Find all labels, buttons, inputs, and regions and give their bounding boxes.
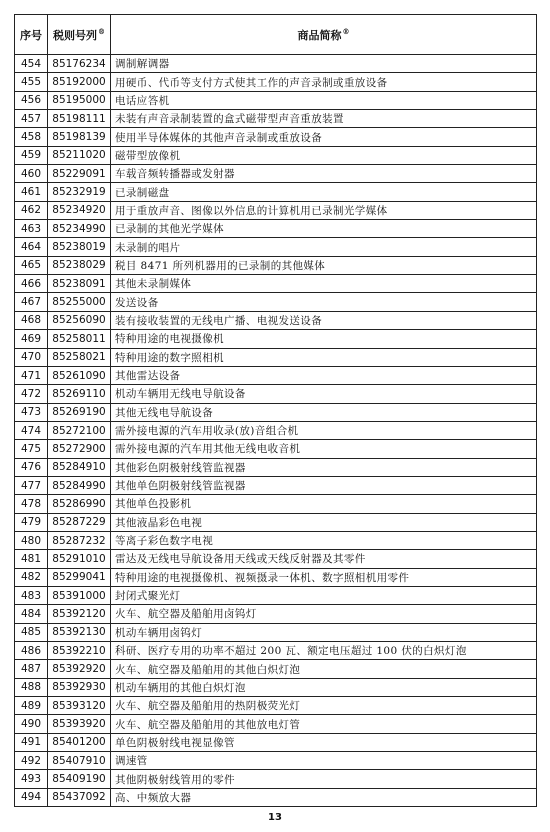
serial-number-cell: 459 [15,146,48,164]
serial-number-cell: 470 [15,348,48,366]
page-number: 13 [268,812,282,823]
commodity-name-cell: 其他阴极射线管用的零件 [111,770,537,788]
tariff-code-cell: 85234920 [48,201,111,219]
commodity-name-cell: 车载音频转播器或发射器 [111,165,537,183]
tariff-code-cell: 85192000 [48,73,111,91]
serial-number-cell: 456 [15,91,48,109]
serial-number-cell: 478 [15,495,48,513]
commodity-name-cell: 需外接电源的汽车用其他无线电收音机 [111,440,537,458]
serial-number-cell: 474 [15,421,48,439]
tariff-code-cell: 85291010 [48,550,111,568]
tariff-code-cell: 85269110 [48,385,111,403]
tariff-code-cell: 85195000 [48,91,111,109]
header-serial-number: 序号 [15,15,48,55]
commodity-name-cell: 高、中频放大器 [111,788,537,806]
commodity-name-cell: 电话应答机 [111,91,537,109]
table-row [15,678,537,696]
table-row [15,183,537,201]
header-tariff-code: 税则号列® [48,15,111,55]
commodity-name-cell: 其他单色投影机 [111,495,537,513]
serial-number-cell: 480 [15,531,48,549]
serial-number-cell: 465 [15,256,48,274]
tariff-code-cell: 85409190 [48,770,111,788]
serial-number-cell: 468 [15,311,48,329]
commodity-name-cell: 特种用途的电视摄像机、视频摄录一体机、数字照相机用零件 [111,568,537,586]
table-row [15,110,537,128]
serial-number-cell: 491 [15,733,48,751]
commodity-name-cell: 使用半导体媒体的其他声音录制或重放设备 [111,128,537,146]
tariff-code-cell: 85255000 [48,293,111,311]
serial-number-cell: 458 [15,128,48,146]
tariff-code-cell: 85198139 [48,128,111,146]
table-row [15,91,537,109]
tariff-code-cell: 85286990 [48,495,111,513]
commodity-name-cell: 其他彩色阴极射线管监视器 [111,458,537,476]
serial-number-cell: 457 [15,110,48,128]
table-row [15,275,537,293]
tariff-code-cell: 85392120 [48,605,111,623]
commodity-name-cell: 发送设备 [111,293,537,311]
table-row [15,220,537,238]
commodity-name-cell: 磁带型放像机 [111,146,537,164]
serial-number-cell: 467 [15,293,48,311]
tariff-code-cell: 85238029 [48,256,111,274]
table-row [15,568,537,586]
tariff-code-cell: 85256090 [48,311,111,329]
tariff-code-cell: 85437092 [48,788,111,806]
tariff-code-cell: 85287232 [48,531,111,549]
table-row [15,385,537,403]
serial-number-cell: 479 [15,513,48,531]
serial-number-cell: 471 [15,366,48,384]
commodity-name-cell: 未录制的唱片 [111,238,537,256]
commodity-name-cell: 其他液晶彩色电视 [111,513,537,531]
table-row [15,605,537,623]
commodity-name-cell: 封闭式聚光灯 [111,586,537,604]
commodity-name-cell: 机动车辆用卤钨灯 [111,623,537,641]
serial-number-cell: 469 [15,330,48,348]
table-row [15,201,537,219]
table-row [15,73,537,91]
serial-number-cell: 486 [15,642,48,660]
tariff-code-cell: 85392130 [48,623,111,641]
serial-number-cell: 473 [15,403,48,421]
serial-number-cell: 462 [15,201,48,219]
tariff-code-cell: 85393120 [48,697,111,715]
commodity-name-cell: 用于重放声音、图像以外信息的计算机用已录制光学媒体 [111,201,537,219]
commodity-name-cell: 其他未录制媒体 [111,275,537,293]
commodity-name-cell: 税目 8471 所列机器用的已录制的其他媒体 [111,256,537,274]
serial-number-cell: 482 [15,568,48,586]
table-row [15,403,537,421]
table-row [15,55,537,73]
serial-number-cell: 485 [15,623,48,641]
commodity-name-cell: 调速管 [111,752,537,770]
commodity-name-cell: 已录制磁盘 [111,183,537,201]
commodity-name-cell: 已录制的其他光学媒体 [111,220,537,238]
tariff-code-cell: 85198111 [48,110,111,128]
tariff-code-cell: 85392920 [48,660,111,678]
serial-number-cell: 454 [15,55,48,73]
commodity-name-cell: 未装有声音录制装置的盒式磁带型声音重放装置 [111,110,537,128]
table-row [15,733,537,751]
tariff-code-cell: 85211020 [48,146,111,164]
table-row [15,788,537,806]
table-row [15,440,537,458]
serial-number-cell: 490 [15,715,48,733]
commodity-name-cell: 雷达及无线电导航设备用天线或天线反射器及其零件 [111,550,537,568]
serial-number-cell: 464 [15,238,48,256]
tariff-code-cell: 85176234 [48,55,111,73]
table-body [15,55,537,807]
table-row [15,752,537,770]
tariff-code-cell: 85269190 [48,403,111,421]
serial-number-cell: 481 [15,550,48,568]
serial-number-cell: 463 [15,220,48,238]
commodity-name-cell: 装有接收装置的无线电广播、电视发送设备 [111,311,537,329]
table-row [15,513,537,531]
tariff-code-cell: 85238091 [48,275,111,293]
serial-number-cell: 489 [15,697,48,715]
tariff-code-cell: 85232919 [48,183,111,201]
tariff-code-cell: 85401200 [48,733,111,751]
table-row [15,697,537,715]
commodity-name-cell: 用硬币、代币等支付方式使其工作的声音录制或重放设备 [111,73,537,91]
tariff-code-cell: 85393920 [48,715,111,733]
commodity-name-cell: 其他单色阴极射线管监视器 [111,476,537,494]
table-row [15,348,537,366]
table-row [15,366,537,384]
serial-number-cell: 477 [15,476,48,494]
tariff-code-cell: 85299041 [48,568,111,586]
table-row [15,330,537,348]
table-row [15,256,537,274]
table-row [15,550,537,568]
commodity-name-cell: 特种用途的电视摄像机 [111,330,537,348]
tariff-code-cell: 85284990 [48,476,111,494]
serial-number-cell: 494 [15,788,48,806]
table-row [15,495,537,513]
tariff-code-cell: 85261090 [48,366,111,384]
serial-number-cell: 455 [15,73,48,91]
commodity-name-cell: 机动车辆用的其他白炽灯泡 [111,678,537,696]
table-row [15,586,537,604]
header-code-footnote-mark: ® [98,26,105,36]
table-row [15,715,537,733]
commodity-name-cell: 科研、医疗专用的功率不超过 200 瓦、额定电压超过 100 伏的白炽灯泡 [111,642,537,660]
serial-number-cell: 492 [15,752,48,770]
header-row [15,15,537,55]
tariff-code-cell: 85258011 [48,330,111,348]
tariff-code-cell: 85238019 [48,238,111,256]
tariff-code-cell: 85234990 [48,220,111,238]
commodity-name-cell: 机动车辆用无线电导航设备 [111,385,537,403]
tariff-code-cell: 85272100 [48,421,111,439]
table-row [15,476,537,494]
table-row [15,531,537,549]
table-row [15,128,537,146]
tariff-code-cell: 85229091 [48,165,111,183]
serial-number-cell: 466 [15,275,48,293]
header-commodity-name: 商品简称® [111,15,537,55]
table-row [15,238,537,256]
table-row [15,165,537,183]
commodity-name-cell: 其他雷达设备 [111,366,537,384]
commodity-name-cell: 等离子彩色数字电视 [111,531,537,549]
serial-number-cell: 483 [15,586,48,604]
serial-number-cell: 472 [15,385,48,403]
table-row [15,293,537,311]
table-row [15,660,537,678]
tariff-code-cell: 85284910 [48,458,111,476]
commodity-name-cell: 调制解调器 [111,55,537,73]
serial-number-cell: 461 [15,183,48,201]
table-row [15,642,537,660]
table-row [15,458,537,476]
serial-number-cell: 476 [15,458,48,476]
serial-number-cell: 487 [15,660,48,678]
commodity-name-cell: 火车、航空器及船舶用的热阴极荧光灯 [111,697,537,715]
commodity-name-cell: 特种用途的数字照相机 [111,348,537,366]
tariff-code-cell: 85392930 [48,678,111,696]
serial-number-cell: 484 [15,605,48,623]
table-row [15,770,537,788]
table-row [15,311,537,329]
tariff-code-cell: 85407910 [48,752,111,770]
commodity-name-cell: 需外接电源的汽车用收录(放)音组合机 [111,421,537,439]
commodity-name-cell: 火车、航空器及船舶用卤钨灯 [111,605,537,623]
tariff-code-cell: 85272900 [48,440,111,458]
tariff-code-cell: 85391000 [48,586,111,604]
serial-number-cell: 493 [15,770,48,788]
tariff-code-cell: 85258021 [48,348,111,366]
commodity-name-cell: 单色阴极射线电视显像管 [111,733,537,751]
table-row [15,421,537,439]
commodity-name-cell: 其他无线电导航设备 [111,403,537,421]
serial-number-cell: 475 [15,440,48,458]
tariff-code-cell: 85392210 [48,642,111,660]
tariff-table [14,14,537,807]
header-name-footnote-mark: ® [342,26,350,36]
serial-number-cell: 488 [15,678,48,696]
table-row [15,623,537,641]
commodity-name-cell: 火车、航空器及船舶用的其他放电灯管 [111,715,537,733]
tariff-code-cell: 85287229 [48,513,111,531]
table-row [15,146,537,164]
commodity-name-cell: 火车、航空器及船舶用的其他白炽灯泡 [111,660,537,678]
serial-number-cell: 460 [15,165,48,183]
